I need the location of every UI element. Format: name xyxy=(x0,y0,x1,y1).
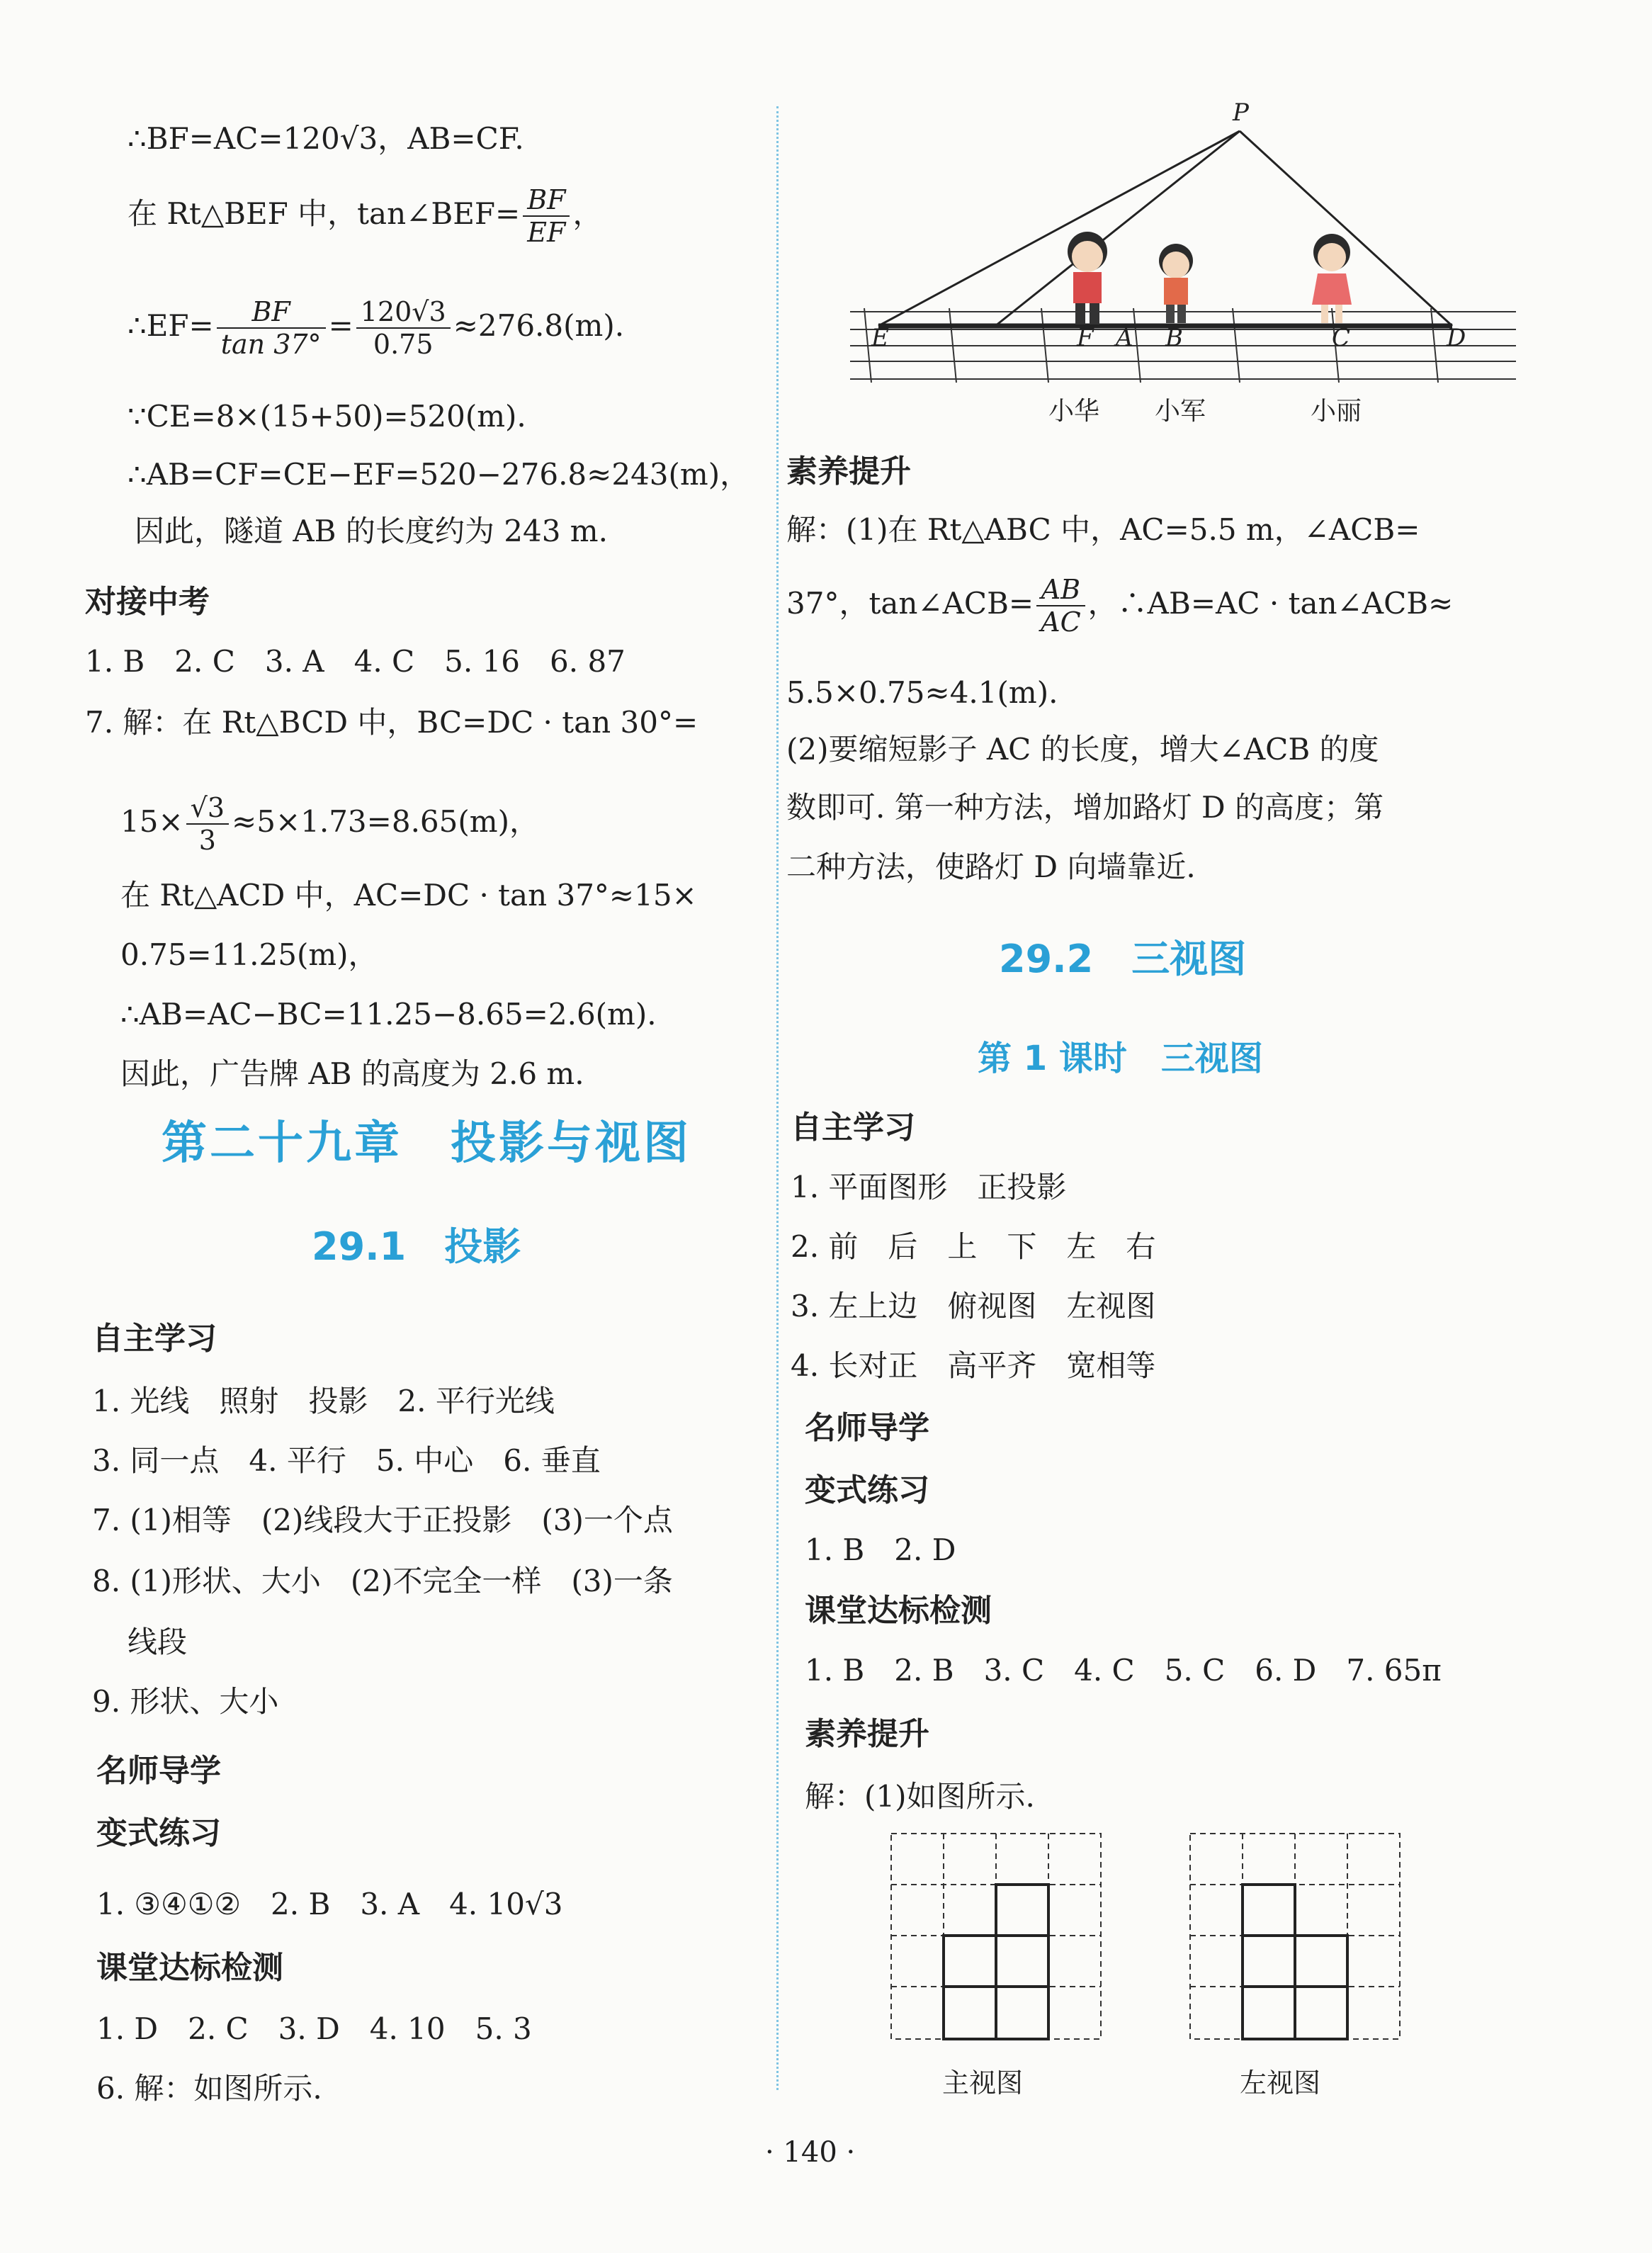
answer-row: 1. B 2. D xyxy=(805,1532,956,1567)
column-divider xyxy=(776,106,779,2090)
text-line: 0.75=11.25(m)， xyxy=(120,937,378,972)
side-view-shape xyxy=(1243,1885,1347,2039)
label-c: C xyxy=(1332,324,1351,352)
answer-row: 6. 解：如图所示. xyxy=(96,2071,322,2106)
text-line: 解：(1)如图所示. xyxy=(805,1779,1035,1814)
name-xiaojun: 小军 xyxy=(1155,397,1206,426)
child-xiaohua xyxy=(1068,232,1107,324)
heading-zizhu: 自主学习 xyxy=(791,1109,915,1146)
page-number: · 140 · xyxy=(765,2136,856,2169)
left-column xyxy=(0,0,779,2125)
answer-row: 1. D 2. C 3. D 4. 10 5. 3 xyxy=(96,2011,532,2046)
text-line-with-fraction: 15× $\frac{√3}{3}$ ≈5×1.73=8.65(m)， xyxy=(120,792,539,856)
answer-row: 7. (1)相等 (2)线段大于正投影 (3)一个点 xyxy=(92,1503,673,1537)
heading-suyang: 素养提升 xyxy=(805,1716,929,1752)
text-line: 因此，广告牌 AB 的高度为 2.6 m. xyxy=(120,1056,584,1091)
text-line-with-fraction: 37°，tan∠ACB= $\frac{AB}{AC}$ ，∴AB=AC · tan∠ACB≈ xyxy=(786,574,1454,638)
answer-row: 8. (1)形状、大小 (2)不完全一样 (3)一条 xyxy=(92,1564,673,1598)
heading-suyang: 素养提升 xyxy=(786,453,911,490)
label-a: A xyxy=(1116,324,1133,352)
answer-row: 线段 xyxy=(128,1625,188,1659)
text-line: ∵CE=8×(15+50)=520(m). xyxy=(128,399,526,434)
caption-front-view: 主视图 xyxy=(942,2067,1024,2099)
name-xiaohua: 小华 xyxy=(1048,397,1100,426)
label-f: F xyxy=(1077,324,1094,352)
text-line: 在 Rt△ACD 中，AC=DC · tan 37°≈15× xyxy=(120,878,697,913)
heading-mingshi: 名师导学 xyxy=(96,1753,221,1789)
text-line: ∴AB=CF=CE−EF=520−276.8≈243(m)， xyxy=(128,457,750,492)
text-line: 数即可. 第一种方法，增加路灯 D 的高度；第 xyxy=(786,790,1384,825)
text-line: 因此，隧道 AB 的长度约为 243 m. xyxy=(135,514,608,548)
answer-row: 2. 前 后 上 下 左 右 xyxy=(791,1229,1156,1264)
lesson-title: 第 1 课时 三视图 xyxy=(978,1039,1263,1078)
shadow-figure xyxy=(836,92,1530,439)
three-view-figure xyxy=(886,1828,1424,2069)
text-line: 7. 解：在 Rt△BCD 中，BC=DC · tan 30°= xyxy=(85,705,698,740)
name-xiaoli: 小丽 xyxy=(1311,397,1362,426)
answer-row: 4. 长对正 高平齐 宽相等 xyxy=(791,1348,1156,1383)
answer-row: 3. 左上边 俯视图 左视图 xyxy=(791,1289,1156,1323)
answer-row: 1. B 2. C 3. A 4. C 5. 16 6. 87 xyxy=(85,644,626,679)
heading-ketang: 课堂达标检测 xyxy=(805,1593,992,1629)
label-d: D xyxy=(1447,324,1466,352)
text-line: ∴AB=AC−BC=11.25−8.65=2.6(m). xyxy=(120,997,657,1032)
label-p: P xyxy=(1233,98,1249,127)
label-b: B xyxy=(1165,324,1183,352)
section-title: 29.2 三视图 xyxy=(999,937,1247,981)
text-line: ∴BF=AC=120√3，AB=CF. xyxy=(128,121,524,156)
front-view-grid xyxy=(891,1834,1101,2039)
text-line-with-fraction: 在 Rt△BEF 中，tan∠BEF= $\frac{BF}{EF}$ ， xyxy=(128,184,603,248)
answer-row: 1. 平面图形 正投影 xyxy=(791,1170,1067,1204)
answer-row: 1. ③④①② 2. B 3. A 4. 10√3 xyxy=(96,1887,563,1921)
fraction: $\frac{BF}{\tan 37^\circ}$ xyxy=(217,296,326,360)
caption-side-view: 左视图 xyxy=(1240,2067,1321,2099)
chapter-title: 第二十九章 投影与视图 xyxy=(162,1117,691,1170)
right-column xyxy=(779,0,1652,2125)
label-e: E xyxy=(871,324,889,352)
answer-row: 3. 同一点 4. 平行 5. 中心 6. 垂直 xyxy=(92,1443,601,1478)
fraction: $\frac{BF}{EF}$ xyxy=(523,184,570,248)
answer-row: 1. 光线 照射 投影 2. 平行光线 xyxy=(92,1384,555,1418)
side-view-grid xyxy=(1190,1834,1400,2039)
answer-row: 9. 形状、大小 xyxy=(92,1684,279,1719)
fraction: $\frac{AB}{AC}$ xyxy=(1036,574,1085,638)
text-line: 解：(1)在 Rt△ABC 中，AC=5.5 m，∠ACB= xyxy=(786,512,1420,547)
section-title: 29.1 投影 xyxy=(312,1224,521,1269)
fraction: $\frac{120√3}{0.75}$ xyxy=(356,296,451,360)
front-view-shape xyxy=(944,1885,1048,2039)
text-line-with-fraction: ∴EF= $\frac{BF}{\tan 37^\circ}$ = $\frac{120√3}{0.75}$ ≈276.8(m). xyxy=(128,296,625,360)
text-line: 二种方法，使路灯 D 向墙靠近. xyxy=(786,849,1196,884)
fraction: $\frac{√3}{3}$ xyxy=(186,792,229,856)
heading-ketang: 课堂达标检测 xyxy=(96,1950,283,1986)
answer-row: 1. B 2. B 3. C 4. C 5. C 6. D 7. 65π xyxy=(805,1653,1442,1688)
heading-zizhu: 自主学习 xyxy=(92,1321,217,1357)
heading-bianshi: 变式练习 xyxy=(805,1472,929,1508)
heading-mingshi: 名师导学 xyxy=(805,1410,929,1446)
heading-duijie: 对接中考 xyxy=(85,584,210,620)
heading-bianshi: 变式练习 xyxy=(96,1815,221,1851)
text-line: (2)要缩短影子 AC 的长度，增大∠ACB 的度 xyxy=(786,732,1379,767)
text-line: 5.5×0.75≈4.1(m). xyxy=(786,675,1058,710)
